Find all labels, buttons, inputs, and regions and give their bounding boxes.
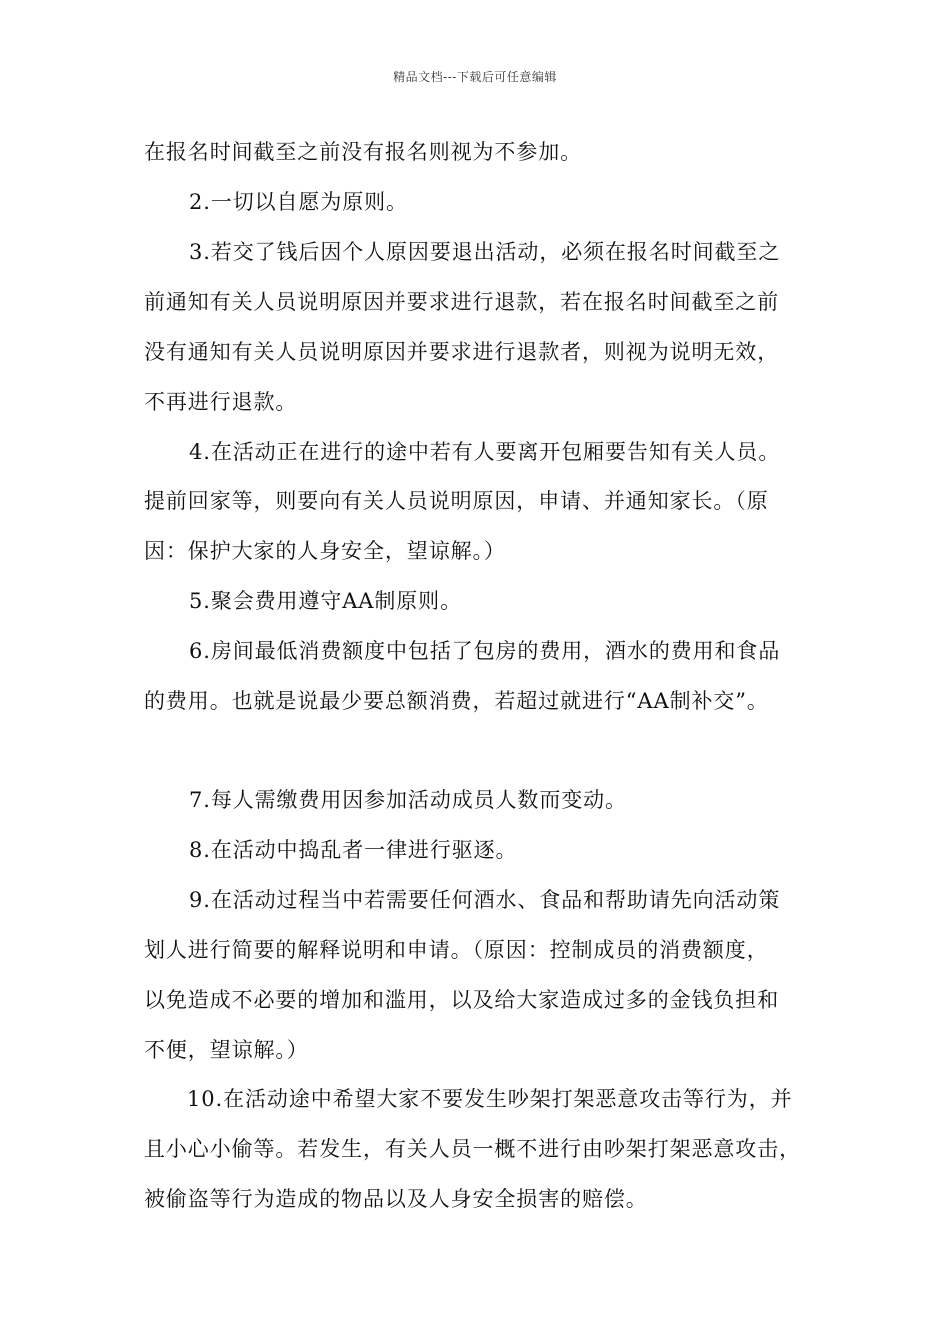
- list-item-5: 5.聚会费用遵守AA制原则。: [189, 589, 462, 613]
- list-item-4: 4.在活动正在进行的途中若有人要离开包厢要告知有关人员。: [189, 440, 781, 464]
- list-item-2: 2.一切以自愿为原则。: [189, 190, 408, 214]
- list-item-9: 9.在活动过程当中若需要任何酒水、食品和帮助请先向活动策: [189, 888, 781, 912]
- list-item-7: 7.每人需缴费用因参加活动成员人数而变动。: [189, 788, 627, 812]
- text-line: 前通知有关人员说明原因并要求进行退款，若在报名时间截至之前: [144, 290, 780, 314]
- text-line: 没有通知有关人员说明原因并要求进行退款者，则视为说明无效，: [144, 340, 780, 364]
- text-line: 提前回家等，则要向有关人员说明原因，申请、并通知家长。（原: [144, 489, 769, 513]
- text-line: 以免造成不必要的增加和滥用，以及给大家造成过多的金钱负担和: [144, 988, 780, 1012]
- text-line: 被偷盗等行为造成的物品以及人身安全损害的赔偿。: [144, 1187, 648, 1211]
- text-line: 在报名时间截至之前没有报名则视为不参加。: [144, 140, 582, 164]
- page-header: 精品文档---下载后可任意编辑: [393, 70, 557, 84]
- list-item-8: 8.在活动中捣乱者一律进行驱逐。: [189, 838, 518, 862]
- list-item-10: 10.在活动途中希望大家不要发生吵架打架恶意攻击等行为，并: [187, 1087, 793, 1111]
- text-line: 划人进行简要的解释说明和申请。（原因：控制成员的消费额度，: [144, 938, 769, 962]
- list-item-3: 3.若交了钱后因个人原因要退出活动，必须在报名时间截至之: [189, 240, 781, 264]
- text-line: 的费用。也就是说最少要总额消费，若超过就进行“AA制补交”。: [144, 689, 769, 713]
- text-line: 不便，望谅解。）: [144, 1038, 309, 1062]
- text-line: 不再进行退款。: [144, 390, 298, 414]
- list-item-6: 6.房间最低消费额度中包括了包房的费用，酒水的费用和食品: [189, 639, 781, 663]
- text-line: 且小心小偷等。若发生，有关人员一概不进行由吵架打架恶意攻击，: [144, 1137, 801, 1161]
- text-line: 因：保护大家的人身安全，望谅解。）: [144, 539, 506, 563]
